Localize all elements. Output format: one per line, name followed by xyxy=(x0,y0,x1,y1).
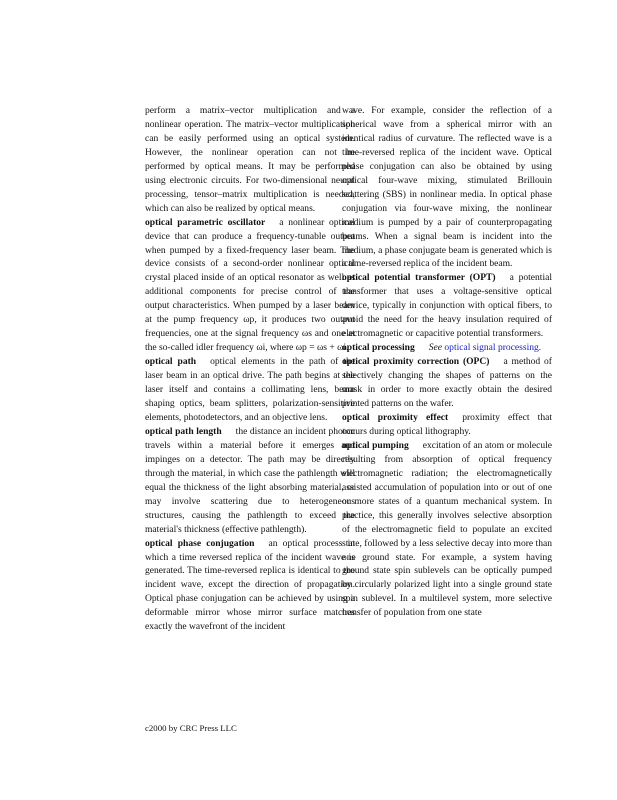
entry-term: optical parametric oscillator xyxy=(145,216,266,228)
entry-optical-proximity-effect xyxy=(342,411,552,439)
entry-term: optical potential transformer (OPT) xyxy=(342,272,496,284)
see-label: See xyxy=(428,342,443,354)
copyright-footer: c2000 by CRC Press LLC xyxy=(145,723,237,733)
entry-term: optical pumping xyxy=(342,439,409,451)
entry-definition: a nonlinear optical device that can produce a frequency-tunable output when pumped by a fixed-frequency laser beam. The device consists of a second-order nonlinear optical crystal placed inside of an optical resonator as well as additional components for precise control of the output characteristics. When pumped by a laser beam at the pump frequency ωp, it produces two output frequencies, one at the signal frequency ωs and one at the so-called idler frequency ωi, where ωp = ωs + ωi. xyxy=(145,216,356,354)
entry-optical-path-length xyxy=(145,425,355,537)
entry-optical-processing xyxy=(342,341,552,355)
entry-optical-parametric-oscillator xyxy=(145,216,355,356)
entry-definition: proximity effect that occurs during optical lithography. xyxy=(342,411,552,437)
entry-definition: an optical process in which a time reversed replica of the incident wave is generated. The time-reversed replica is identical to the incident wave, except the direction of propagation. Optical phase conjugation can be achieved by using a deformable mirror whose mirror surface matches exactly the wavefront of the incident xyxy=(145,537,355,633)
cross-reference-period: . xyxy=(538,342,542,354)
entry-term: optical phase conjugation xyxy=(145,537,255,549)
entry-definition: excitation of an atom or molecule resulting from absorption of optical frequency electromagnetic radiation; the electromagnetically assisted accumulation of population into or out of one or more states of a quantum mechanical system. In practice, this generally involves selective absorption of the electromagnetic field to populate an excited state, followed by a less selective decay into more than one ground state. For example, a system having ground state spin sublevels can be optically pumped by circularly polarized light into a single ground state spin sublevel. In a multilevel system, more selective transfer of population from one state xyxy=(342,439,552,619)
entry-definition: the distance an incident photon travels within a material before it emerges and impinges on a detector. The path may be directly through the material, in which case the pathlength will equal the thickness of the light absorbing material, or may involve scattering due to heterogeneous structures, causing the pathlength to exceed the material's thickness (effective pathlength). xyxy=(145,425,355,535)
entry-optical-proximity-correction xyxy=(342,355,552,411)
entry-term: optical proximity effect xyxy=(342,411,449,423)
entry-optical-potential-transformer xyxy=(342,271,552,341)
entry-optical-path xyxy=(145,355,355,425)
cross-reference-link[interactable]: optical signal processing xyxy=(444,342,539,354)
continuation-text: wave. For example, consider the reflection of a spherical wave from a spherical mirror with an identical radius of curvature. The reflected wave is a time-reversed replica of the incident wave. Optical phase conjugation can also be obtained by using optical four-wave mixing, stimulated Brillouin scattering (SBS) in nonlinear media. In optical phase conjugation via four-wave mixing, the nonlinear medium is pumped by a pair of counterpropagating beams. When a signal beam is incident into the medium, a phase conjugate beam is generated which is a time-reversed replica of the incident beam. xyxy=(342,105,552,270)
entry-term: optical proximity correction (OPC) xyxy=(342,356,490,368)
entry-definition: a potential transformer that uses a voltage-sensitive optical device, typically in conjunction with optical fibers, to avoid the need for the heavy insulation required of electromagnetic or capacitive potential transformers. xyxy=(342,272,553,340)
entry-term: optical path length xyxy=(145,425,222,437)
entry-definition: optical elements in the path of the laser beam in an optical drive. The path begins at the laser itself and contains a collimating lens, beam shaping optics, beam splitters, polarization-sensitive elements, photodetectors, and an objective lens. xyxy=(145,356,355,423)
entry-term: optical processing xyxy=(342,342,415,354)
entry-definition: a method of selectively changing the shapes of patterns on the mask in order to more exactly obtain the desired printed patterns on the wafer. xyxy=(342,356,552,410)
entry-optical-pumping xyxy=(342,439,552,620)
left-column xyxy=(145,104,355,634)
entry-term: optical path xyxy=(145,356,197,368)
entry-optical-phase-conjugation xyxy=(145,537,355,635)
continuation-text: perform a matrix–vector multiplication and a nonlinear operation. The matrix–vector multiplication can be easily performed using an optical system. However, the nonlinear operation can not be performed by optical means. It may be performed using electronic circuits. For two-dimensional neural processing, tensor–matrix multiplication is needed, which can also be realized by optical means. xyxy=(145,105,355,214)
right-column xyxy=(342,104,552,620)
